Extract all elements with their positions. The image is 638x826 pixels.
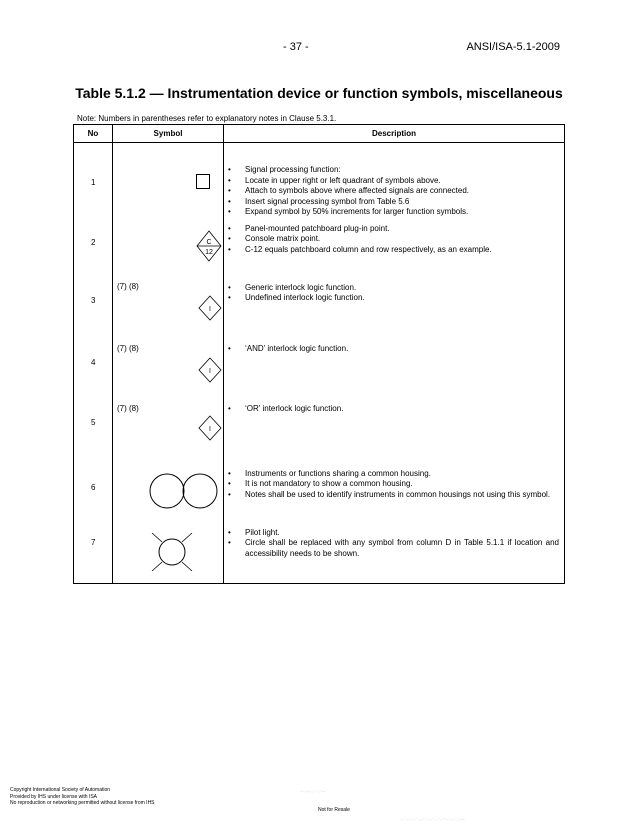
interlock-diamond-icon xyxy=(113,277,224,339)
table-row xyxy=(74,339,565,401)
square-shape xyxy=(197,175,210,189)
table-row xyxy=(74,523,565,584)
description-item: • Insert signal processing symbol from Table 5.6 xyxy=(224,197,564,208)
interlock-label: I xyxy=(209,425,211,433)
description-cell xyxy=(224,401,565,463)
table-row xyxy=(74,143,565,218)
description-item: • Generic interlock logic function. xyxy=(224,283,564,294)
or-interlock-diamond-icon xyxy=(113,401,224,463)
light-ray xyxy=(182,533,192,542)
description-item: • Locate in upper right or left quadrant of symbols above. xyxy=(224,176,564,187)
light-ray xyxy=(152,533,162,542)
description-cell xyxy=(224,523,565,584)
table-title: Table 5.1.2 — Instrumentation device or function symbols, miscellaneous xyxy=(75,85,563,101)
symbol-cell xyxy=(113,401,224,463)
patchboard-column-label: C xyxy=(206,238,212,246)
row-number-cell xyxy=(74,143,113,218)
row-number-cell xyxy=(74,523,113,584)
header-no: No xyxy=(74,125,113,143)
description-item: • It is not mandatory to show a common housing. xyxy=(224,479,564,490)
row-number-cell xyxy=(74,401,113,463)
explanatory-note-refs: (7) (8) xyxy=(117,343,139,353)
description-item: • Expand symbol by 50% increments for larger function symbols. xyxy=(224,207,564,218)
header-symbol: Symbol xyxy=(113,125,224,143)
document-id: ANSI/ISA-5.1-2009 xyxy=(466,41,560,53)
row-number: 7 xyxy=(91,537,96,547)
circle-shape xyxy=(183,474,217,508)
interlock-label: I xyxy=(209,305,211,313)
row-number-cell xyxy=(74,339,113,401)
patchboard-row-label: 12 xyxy=(205,248,213,256)
row-number: 3 xyxy=(91,295,96,305)
page-number: - 37 - xyxy=(283,41,309,53)
row-number-cell xyxy=(74,277,113,339)
row-number: 1 xyxy=(91,178,96,187)
description-item: • ‘OR’ interlock logic function. xyxy=(224,404,564,415)
description-item: • C-12 equals patchboard column and row respectively, as an example. xyxy=(224,245,564,256)
row-number: 6 xyxy=(91,482,96,492)
interlock-label: I xyxy=(209,367,211,375)
symbol-cell xyxy=(113,463,224,523)
header-description: Description xyxy=(224,125,565,143)
description-item: • Panel-mounted patchboard plug-in point. xyxy=(224,224,564,235)
circle-shape xyxy=(150,474,184,508)
description-item: • Pilot light. xyxy=(224,528,564,539)
and-interlock-diamond-icon xyxy=(113,339,224,401)
description-item: • Instruments or functions sharing a common housing. xyxy=(224,469,564,480)
description-cell xyxy=(224,218,565,277)
not-for-resale-label: Not for Resale xyxy=(318,807,350,813)
light-ray xyxy=(152,562,162,571)
symbol-cell xyxy=(113,277,224,339)
description-cell xyxy=(224,143,565,218)
table-note: Note: Numbers in parentheses refer to explanatory notes in Clause 5.3.1. xyxy=(77,114,337,123)
description-cell xyxy=(224,463,565,523)
explanatory-note-refs: (7) (8) xyxy=(117,403,139,413)
faint-watermark-right: `,,``,,,``,,,`,``,,,,``,`,`,,``,,`,`,,``-`-`,,`,,`,`,,`--- xyxy=(400,817,465,821)
description-item: • Undefined interlock logic function. xyxy=(224,293,564,304)
description-item: • Signal processing function: xyxy=(224,165,564,176)
description-cell xyxy=(224,277,565,339)
square-symbol-icon xyxy=(113,143,224,206)
description-cell xyxy=(224,339,565,401)
description-item: • ‘AND’ interlock logic function. xyxy=(224,344,564,355)
symbol-cell xyxy=(113,523,224,584)
light-ray xyxy=(182,562,192,571)
faint-watermark-mid: -`-,,-`-,,`,,`,`,,`--- xyxy=(300,789,325,793)
pilot-light-icon xyxy=(113,523,224,584)
footer-line: Copyright International Society of Automation xyxy=(10,787,111,793)
symbols-table xyxy=(73,124,565,584)
symbol-cell xyxy=(113,218,224,277)
description-item: • Notes shall be used to identify instruments in common housings not using this symbol. xyxy=(224,490,564,501)
table-row xyxy=(74,463,565,523)
table-row xyxy=(74,401,565,463)
row-number: 5 xyxy=(91,417,96,427)
description-item: • Attach to symbols above where affected signals are connected. xyxy=(224,186,564,197)
row-number-cell xyxy=(74,463,113,523)
table-header-row xyxy=(74,125,565,143)
description-item: • Console matrix point. xyxy=(224,234,564,245)
table-row xyxy=(74,277,565,339)
symbol-cell xyxy=(113,143,224,218)
patchboard-diamond-icon xyxy=(113,218,224,277)
footer-line: No reproduction or networking permitted without license from IHS xyxy=(10,800,155,806)
circle-shape xyxy=(159,539,185,565)
row-number: 4 xyxy=(91,357,96,367)
symbol-cell xyxy=(113,339,224,401)
explanatory-note-refs: (7) (8) xyxy=(117,281,139,291)
copyright-footer xyxy=(10,787,155,807)
table-row xyxy=(74,218,565,277)
common-housing-circles-icon xyxy=(113,463,224,523)
row-number-cell xyxy=(74,218,113,277)
row-number: 2 xyxy=(91,237,96,247)
description-item: • Circle shall be replaced with any symbol from column D in Table 5.1.1 if location and accessibility needs to be shown. xyxy=(224,538,564,559)
footer-line: Provided by IHS under license with ISA xyxy=(10,793,97,800)
